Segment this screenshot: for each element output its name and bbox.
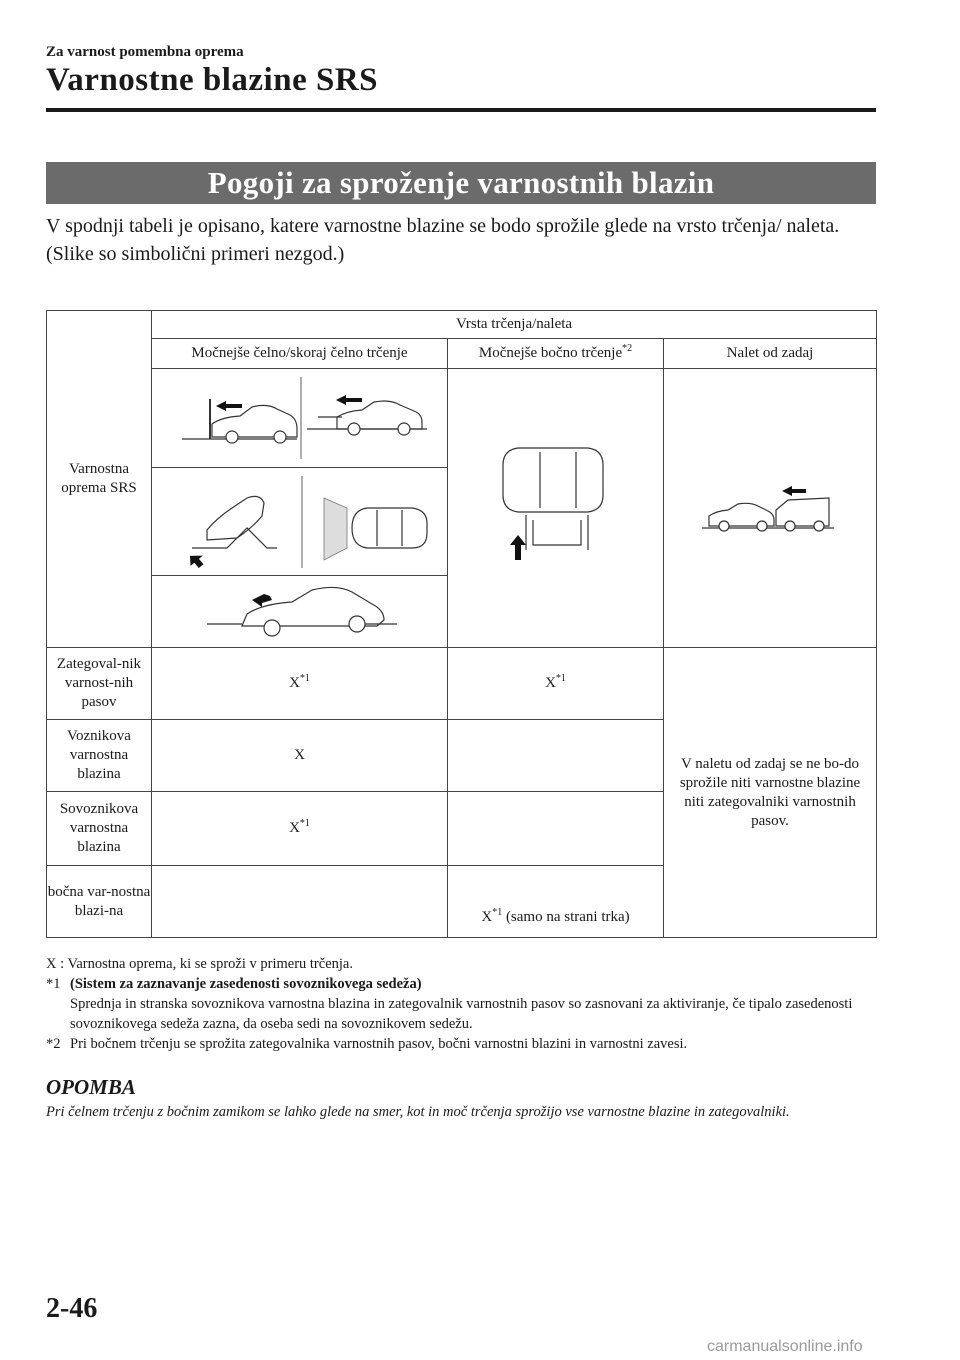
x-legend: X : Varnostna oprema, ki se sproži v primeru trčenja.	[46, 956, 353, 972]
footnote-1-title: (Sistem za zaznavanje zasedenosti sovoznikovega sedeža)	[70, 976, 422, 992]
illustration-underbody-collision	[152, 576, 448, 648]
row-label-driver-airbag: Voznikova varnostna blazina	[47, 720, 152, 792]
note-title: OPOMBA	[46, 1075, 136, 1099]
side-collision-illustration	[448, 370, 664, 646]
footnotes	[46, 954, 876, 1054]
cell-side-driver-airbag	[448, 720, 664, 792]
cell-side-side-airbag: $X^{*1}$ (samo na strani trka)	[448, 866, 664, 938]
angled-collision-illustration	[152, 468, 448, 575]
footnote-2-marker: *2	[46, 1036, 61, 1052]
cell-front-passenger-airbag: $X^{*1}$	[152, 792, 448, 866]
airbag-deployment-table	[46, 310, 877, 938]
footnote-2-text: Pri bočnem trčenju se sprožita zategovalnika varnostnih pasov, bočni varnostni blazini in varnostni zavesi.	[70, 1036, 688, 1052]
front-collision-illustration	[152, 369, 448, 467]
footnote-1-text: Sprednja in stranska sovoznikova varnostna blazina in zategovalnik varnostnih pasov so zasnovani za aktiviranje, če tipalo zasedenosti sovoznikovega sedeža zazna, da oseba sedi na sovoznikovem sedežu.	[70, 996, 853, 1032]
illustration-front-collisions	[152, 369, 448, 468]
cell-front-driver-airbag: X	[152, 720, 448, 792]
footnote-1	[46, 974, 876, 1034]
watermark: carmanualsonline.info	[707, 1338, 863, 1355]
section-label: Za varnost pomembna oprema	[46, 44, 244, 60]
header-collision-type: Vrsta trčenja/naleta	[152, 311, 877, 339]
underbody-collision-illustration	[152, 576, 448, 647]
section-banner: Pogoji za sproženje varnostnih blazin	[46, 162, 876, 204]
illustration-angled-collisions	[152, 468, 448, 576]
row-header-srs-equipment: Varnostna oprema SRS	[47, 311, 152, 648]
note-text: Pri čelnem trčenju z bočnim zamikom se lahko glede na smer, kot in moč trčenja sprožijo vse varnostne blazine in zategovalniki.	[46, 1104, 790, 1120]
row-label-passenger-airbag: Sovoznikova varnostna blazina	[47, 792, 152, 866]
row-label-side-airbag: bočna var-nostna blazi-na	[47, 866, 152, 938]
intro-line-2: (Slike so simbolični primeri nezgod.)	[46, 243, 345, 265]
cell-side-passenger-airbag	[448, 792, 664, 866]
cell-rear-note: V naletu od zadaj se ne bo-do sprožile niti varnostne blazine niti zategovalniki varnostnih pasov.	[664, 648, 877, 938]
page-title: Varnostne blazine SRS	[46, 62, 379, 98]
cell-front-side-airbag	[152, 866, 448, 938]
title-divider	[46, 108, 876, 112]
header-rear-collision: Nalet od zadaj	[664, 339, 877, 369]
header-side-collision: Močnejše bočno trčenje$^{*2}$	[448, 339, 664, 369]
illustration-side-collision	[448, 369, 664, 648]
row-label-seatbelt-pretensioner: Zategoval-nik varnost-nih pasov	[47, 648, 152, 720]
cell-side-pretensioner: $X^{*1}$	[448, 648, 664, 720]
footnote-1-marker: *1	[46, 976, 61, 992]
header-front-collision: Močnejše čelno/skoraj čelno trčenje	[152, 339, 448, 369]
page-number: 2-46	[46, 1293, 98, 1324]
illustration-rear-collision	[664, 369, 877, 648]
intro-text	[46, 212, 876, 268]
intro-line-1: V spodnji tabeli je opisano, katere varnostne blazine se bodo sprožile glede na vrsto trčenja/ naleta.	[46, 215, 840, 237]
footnote-2	[46, 1034, 876, 1054]
rear-collision-illustration	[664, 370, 877, 646]
cell-front-pretensioner: $X^{*1}$	[152, 648, 448, 720]
